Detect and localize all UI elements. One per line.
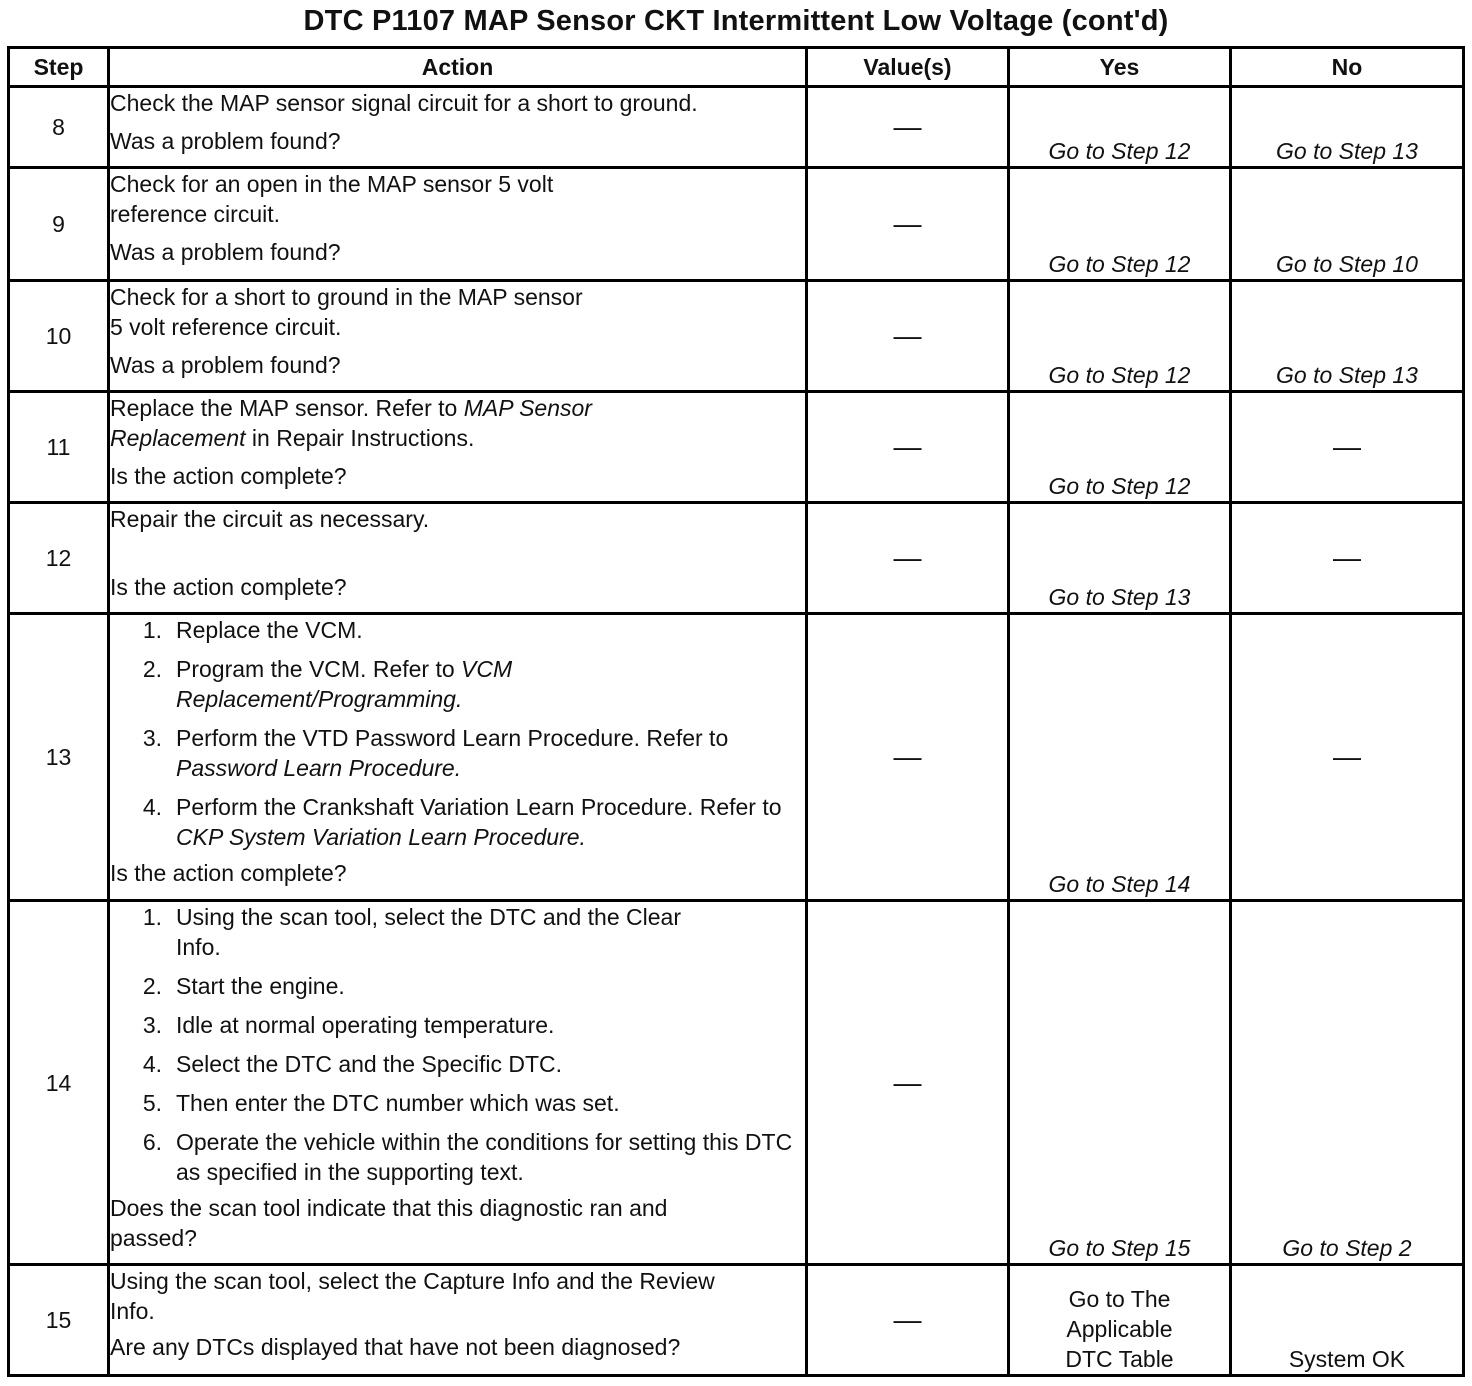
list-item	[110, 723, 805, 783]
action-cell	[109, 901, 807, 1265]
yes-cell: Go to Step 13	[1009, 503, 1231, 614]
list-text-part: Program the VCM. Refer to	[176, 656, 462, 682]
list-item	[110, 1049, 805, 1079]
table-row	[9, 392, 1464, 503]
list-number: 3.	[142, 725, 162, 751]
value-cell: —	[807, 392, 1009, 503]
list-text	[176, 654, 805, 714]
table-row	[9, 901, 1464, 1265]
procedure-list	[110, 902, 805, 1187]
list-number: 2.	[142, 656, 162, 682]
value-cell: —	[807, 87, 1009, 168]
list-item	[110, 792, 805, 852]
action-cell	[109, 87, 807, 168]
list-text-part: Perform the VTD Password Learn Procedure. Refer to	[176, 725, 729, 751]
list-number: 4.	[142, 1051, 162, 1077]
table-row	[9, 281, 1464, 392]
list-item	[110, 615, 805, 645]
yes-cell: Go to Step 14	[1009, 614, 1231, 901]
action-text: 5 volt reference circuit.	[110, 314, 342, 340]
list-item	[110, 1088, 805, 1118]
action-cell	[109, 614, 807, 901]
list-text-part: Perform the Crankshaft Variation Learn Procedure. Refer to	[176, 794, 782, 820]
yes-text: Go to The Applicable DTC Table	[1065, 1286, 1174, 1372]
reference-link[interactable]: MAP Sensor Replacement	[110, 395, 592, 451]
header-yes: Yes	[1009, 48, 1231, 87]
list-number: 4.	[142, 794, 162, 820]
list-text: Start the engine.	[176, 973, 345, 999]
action-cell	[109, 392, 807, 503]
action-cell	[109, 168, 807, 281]
action-question: Are any DTCs displayed that have not been diagnosed?	[110, 1334, 681, 1360]
value-cell: —	[807, 281, 1009, 392]
list-item	[110, 654, 805, 714]
value-cell: —	[807, 168, 1009, 281]
no-cell: Go to Step 13	[1231, 87, 1464, 168]
table-row	[9, 168, 1464, 281]
yes-cell	[1009, 1265, 1231, 1376]
step-number: 14	[9, 901, 109, 1265]
step-number: 8	[9, 87, 109, 168]
value-cell: —	[807, 503, 1009, 614]
no-cell: System OK	[1231, 1265, 1464, 1376]
no-cell: Go to Step 13	[1231, 281, 1464, 392]
table-header-row	[9, 48, 1464, 87]
list-text: Select the DTC and the Specific DTC.	[176, 1051, 563, 1077]
list-text	[176, 723, 805, 783]
list-text: Then enter the DTC number which was set.	[176, 1090, 620, 1116]
list-number: 6.	[142, 1129, 162, 1155]
procedure-list	[110, 615, 805, 852]
list-item	[110, 1127, 805, 1187]
list-text-part: .	[579, 824, 586, 850]
step-number: 9	[9, 168, 109, 281]
list-number: 3.	[142, 1012, 162, 1038]
no-cell: Go to Step 10	[1231, 168, 1464, 281]
list-number: 1.	[142, 904, 162, 930]
action-question: Was a problem found?	[110, 352, 341, 378]
yes-cell: Go to Step 12	[1009, 392, 1231, 503]
list-number: 5.	[142, 1090, 162, 1116]
list-item	[110, 1010, 805, 1040]
value-cell: —	[807, 901, 1009, 1265]
diagnostic-table	[7, 46, 1465, 1377]
action-text-part: Replace the MAP sensor. Refer to	[110, 395, 464, 421]
no-cell: —	[1231, 614, 1464, 901]
list-text-part: .	[455, 686, 463, 712]
action-text: Check for an open in the MAP sensor 5 volt	[110, 171, 554, 197]
action-text-part: in Repair Instructions.	[245, 425, 475, 451]
action-cell	[109, 281, 807, 392]
list-number: 1.	[142, 617, 162, 643]
list-text-part: .	[454, 755, 462, 781]
list-text: Idle at normal operating temperature.	[176, 1012, 555, 1038]
action-question: Does the scan tool indicate that this diagnostic ran and passed?	[110, 1195, 668, 1251]
reference-link[interactable]: CKP System Variation Learn Procedure	[176, 824, 580, 850]
header-no: No	[1231, 48, 1464, 87]
step-number: 13	[9, 614, 109, 901]
no-cell: —	[1231, 392, 1464, 503]
page-title: DTC P1107 MAP Sensor CKT Intermittent Low Voltage (cont'd)	[303, 5, 1169, 37]
list-number: 2.	[142, 973, 162, 999]
action-question: Is the action complete?	[110, 574, 347, 600]
action-text	[110, 393, 805, 453]
action-question: Was a problem found?	[110, 128, 341, 154]
no-cell: —	[1231, 503, 1464, 614]
step-number: 12	[9, 503, 109, 614]
yes-cell: Go to Step 15	[1009, 901, 1231, 1265]
list-text: Using the scan tool, select the DTC and the Clear Info.	[176, 904, 681, 960]
table-row	[9, 503, 1464, 614]
value-cell: —	[807, 1265, 1009, 1376]
reference-link[interactable]: Password Learn Procedure	[176, 755, 455, 781]
action-question: Is the action complete?	[110, 860, 347, 886]
action-cell	[109, 1265, 807, 1376]
list-text	[176, 792, 805, 852]
header-step: Step	[9, 48, 109, 87]
step-number: 11	[9, 392, 109, 503]
no-cell: Go to Step 2	[1231, 901, 1464, 1265]
list-item	[110, 902, 805, 962]
table-row	[9, 87, 1464, 168]
action-text: Check for a short to ground in the MAP sensor	[110, 284, 583, 310]
list-item	[110, 971, 805, 1001]
yes-cell: Go to Step 12	[1009, 281, 1231, 392]
action-text: Using the scan tool, select the Capture Info and the Review Info.	[110, 1268, 715, 1324]
action-text: Repair the circuit as necessary.	[110, 506, 430, 532]
action-text: Check the MAP sensor signal circuit for a short to ground.	[110, 90, 698, 116]
yes-cell: Go to Step 12	[1009, 168, 1231, 281]
table-row	[9, 1265, 1464, 1376]
action-text: reference circuit.	[110, 201, 281, 227]
value-cell: —	[807, 614, 1009, 901]
list-text: Replace the VCM.	[176, 617, 363, 643]
action-question: Was a problem found?	[110, 239, 341, 265]
yes-cell: Go to Step 12	[1009, 87, 1231, 168]
list-text: Operate the vehicle within the conditions for setting this DTC as specified in the supporting text.	[176, 1129, 793, 1185]
table-row	[9, 614, 1464, 901]
action-question: Is the action complete?	[110, 463, 347, 489]
header-action: Action	[109, 48, 807, 87]
action-cell	[109, 503, 807, 614]
step-number: 15	[9, 1265, 109, 1376]
step-number: 10	[9, 281, 109, 392]
reference-link[interactable]: VCM Replacement/Programming	[176, 656, 513, 712]
header-values: Value(s)	[807, 48, 1009, 87]
